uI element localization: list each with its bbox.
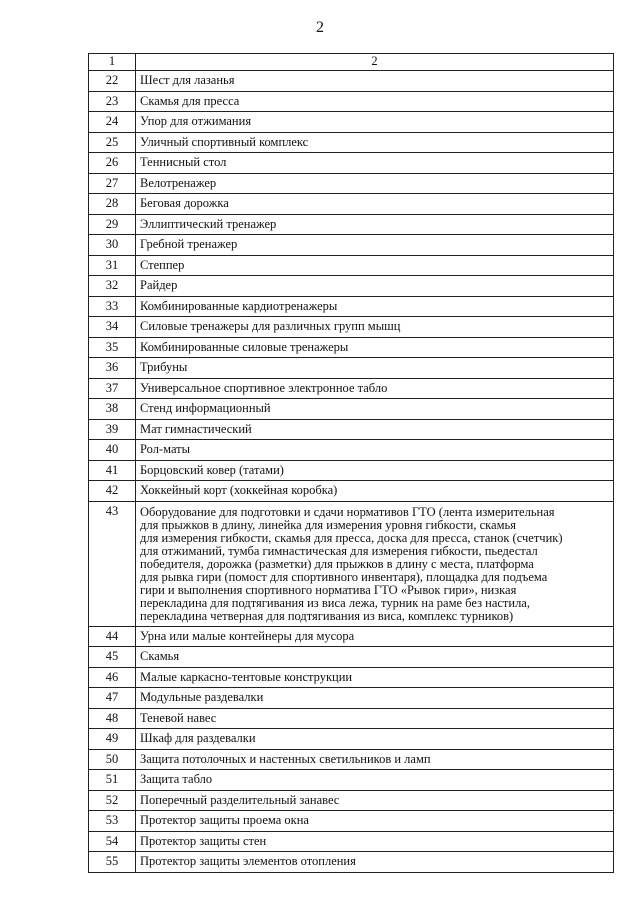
table-row [89, 153, 614, 174]
table-row [89, 647, 614, 668]
table-row [89, 276, 614, 297]
row-number: 49 [89, 729, 136, 750]
table-row [89, 419, 614, 440]
row-item-name: Урна или малые контейнеры для мусора [136, 626, 614, 647]
row-number: 32 [89, 276, 136, 297]
row-number: 48 [89, 708, 136, 729]
table-row [89, 811, 614, 832]
row-number: 44 [89, 626, 136, 647]
table-row [89, 790, 614, 811]
table-row [89, 337, 614, 358]
row-number: 45 [89, 647, 136, 668]
equipment-table [88, 53, 614, 873]
row-number: 51 [89, 770, 136, 791]
table-row [89, 112, 614, 133]
table-row [89, 688, 614, 709]
row-item-name: Теннисный стол [136, 153, 614, 174]
row-item-name: Борцовский ковер (татами) [136, 460, 614, 481]
table-body [89, 54, 614, 873]
row-number: 55 [89, 852, 136, 873]
row-item-name: Протектор защиты стен [136, 831, 614, 852]
row-item-name: Малые каркасно-тентовые конструкции [136, 667, 614, 688]
table-row [89, 440, 614, 461]
table-row [89, 296, 614, 317]
table-row [89, 831, 614, 852]
row-item-name: Защита потолочных и настенных светильников и ламп [136, 749, 614, 770]
row-item-name: Степпер [136, 255, 614, 276]
row-number: 50 [89, 749, 136, 770]
table-row [89, 255, 614, 276]
table-row [89, 91, 614, 112]
row-item-name: Трибуны [136, 358, 614, 379]
row-item-name: Скамья [136, 647, 614, 668]
table-row [89, 708, 614, 729]
row-item-name: Поперечный разделительный занавес [136, 790, 614, 811]
row-number: 36 [89, 358, 136, 379]
row-number: 41 [89, 460, 136, 481]
row-item-name: Упор для отжимания [136, 112, 614, 133]
table-row [89, 235, 614, 256]
table-row [89, 71, 614, 92]
table-row [89, 173, 614, 194]
row-item-name: Хоккейный корт (хоккейная коробка) [136, 481, 614, 502]
table-row [89, 749, 614, 770]
table-row [89, 667, 614, 688]
table-row [89, 317, 614, 338]
row-item-name: Протектор защиты проема окна [136, 811, 614, 832]
row-item-name: Скамья для пресса [136, 91, 614, 112]
row-item-name: Уличный спортивный комплекс [136, 132, 614, 153]
row-item-name: Комбинированные силовые тренажеры [136, 337, 614, 358]
row-item-name: Рол-маты [136, 440, 614, 461]
row-number: 38 [89, 399, 136, 420]
table-row [89, 770, 614, 791]
column-header-2: 2 [136, 54, 614, 71]
row-number: 26 [89, 153, 136, 174]
row-item-name: Шкаф для раздевалки [136, 729, 614, 750]
row-item-name: Мат гимнастический [136, 419, 614, 440]
row-number: 29 [89, 214, 136, 235]
table-row [89, 852, 614, 873]
row-number: 30 [89, 235, 136, 256]
row-item-name: Оборудование для подготовки и сдачи нормативов ГТО (лента измерительная для прыжков в длину, линейка для измерения уровня гибкости, скамья для измерения гибкости, скамья для пресса, доска для пресса, станок (счетчик) для отжиманий, тумба гимнастическая для измерения гибкости, пьедестал победителя, дорожка (разметки) для прыжков в длину с места, платформа для рывка гири (помост для спортивного инвентаря), площадка для подъема гири и выполнения спортивного норматива ГТО «Рывок гири», низкая перекладина для подтягивания из виса лежа, турник на раме без настила, перекладина четверная для подтягивания из виса, комплекс турников) [136, 501, 614, 626]
row-item-name: Гребной тренажер [136, 235, 614, 256]
row-number: 42 [89, 481, 136, 502]
row-number: 34 [89, 317, 136, 338]
row-item-name: Велотренажер [136, 173, 614, 194]
table-row [89, 729, 614, 750]
row-number: 28 [89, 194, 136, 215]
row-number: 39 [89, 419, 136, 440]
column-header-1: 1 [89, 54, 136, 71]
row-item-name: Универсальное спортивное электронное табло [136, 378, 614, 399]
table-row [89, 378, 614, 399]
row-item-name: Райдер [136, 276, 614, 297]
row-number: 54 [89, 831, 136, 852]
row-number: 27 [89, 173, 136, 194]
row-number: 47 [89, 688, 136, 709]
page-number: 2 [316, 19, 324, 36]
row-number: 40 [89, 440, 136, 461]
row-number: 37 [89, 378, 136, 399]
table-row [89, 460, 614, 481]
row-item-name: Протектор защиты элементов отопления [136, 852, 614, 873]
table-row [89, 194, 614, 215]
row-number: 35 [89, 337, 136, 358]
table-row [89, 501, 614, 626]
table-row [89, 399, 614, 420]
row-item-name: Шест для лазанья [136, 71, 614, 92]
row-item-name: Теневой навес [136, 708, 614, 729]
row-item-name: Защита табло [136, 770, 614, 791]
row-number: 24 [89, 112, 136, 133]
row-item-name: Модульные раздевалки [136, 688, 614, 709]
row-number: 23 [89, 91, 136, 112]
row-number: 31 [89, 255, 136, 276]
table-row [89, 481, 614, 502]
row-number: 33 [89, 296, 136, 317]
table-header-row [89, 54, 614, 71]
row-item-name: Комбинированные кардиотренажеры [136, 296, 614, 317]
table-row [89, 214, 614, 235]
row-number: 52 [89, 790, 136, 811]
table-row [89, 132, 614, 153]
row-item-name: Беговая дорожка [136, 194, 614, 215]
row-number: 46 [89, 667, 136, 688]
table-row [89, 626, 614, 647]
row-number: 25 [89, 132, 136, 153]
row-item-name: Эллиптический тренажер [136, 214, 614, 235]
row-number: 22 [89, 71, 136, 92]
row-number: 43 [89, 501, 136, 626]
row-item-name: Силовые тренажеры для различных групп мышц [136, 317, 614, 338]
row-item-name: Стенд информационный [136, 399, 614, 420]
row-number: 53 [89, 811, 136, 832]
table-row [89, 358, 614, 379]
